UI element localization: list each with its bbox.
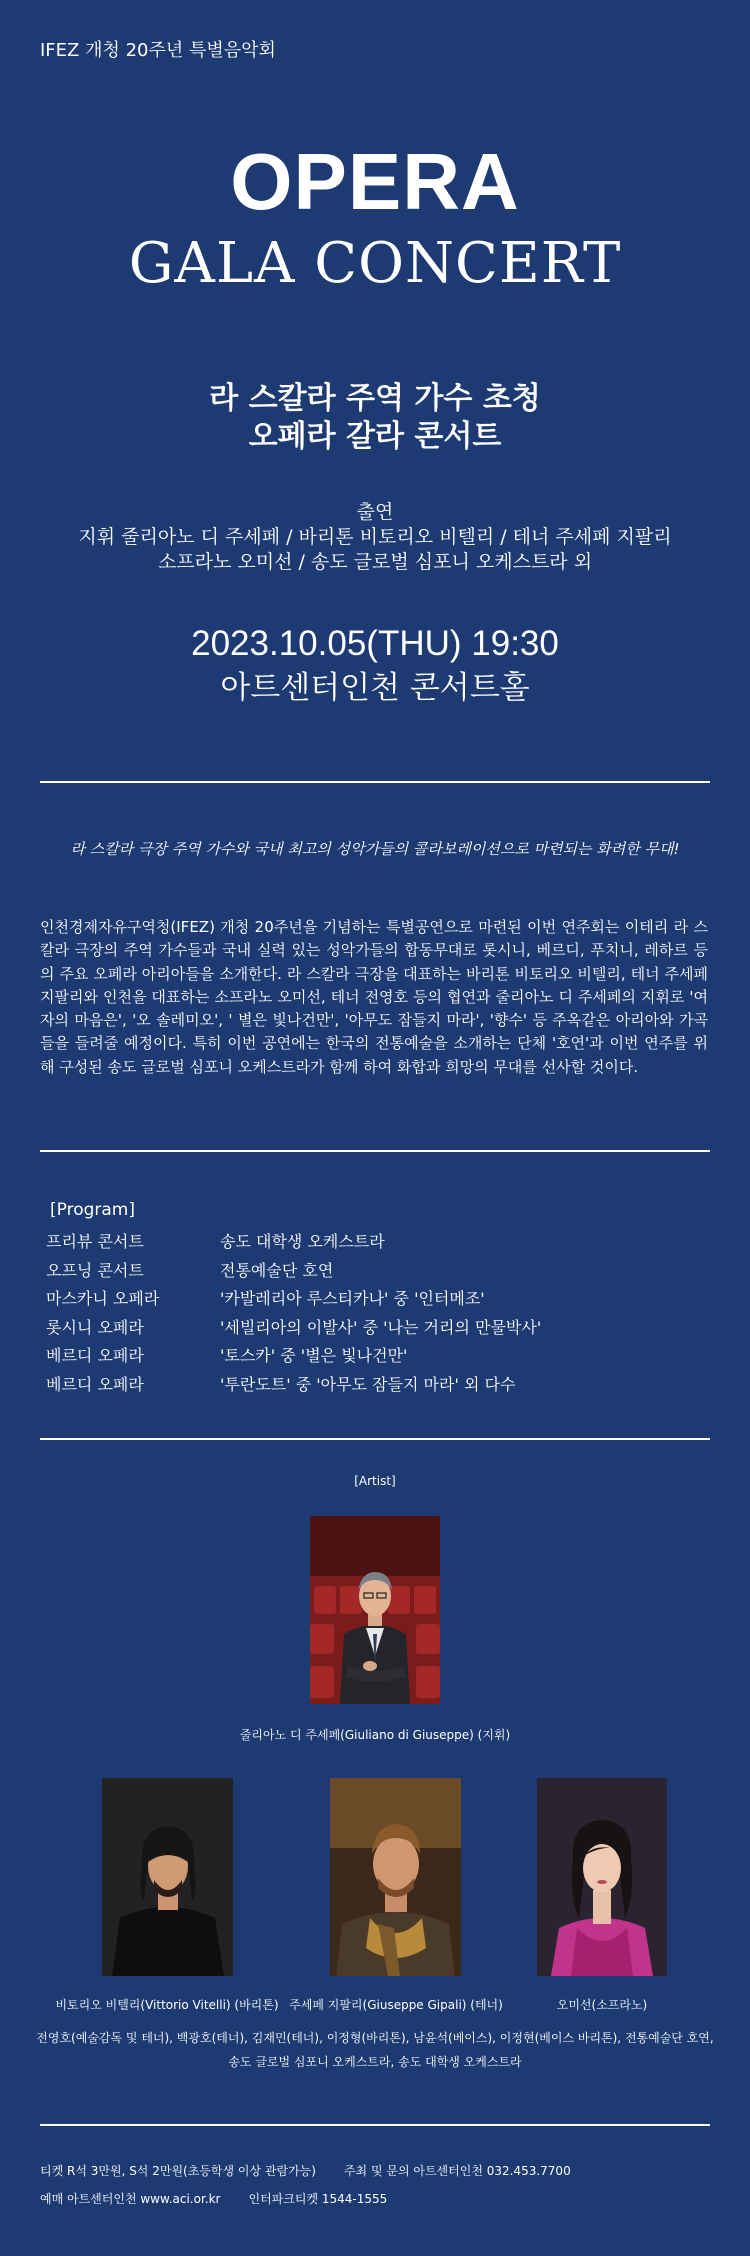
program-item-detail: '세빌리아의 이발사' 중 '나는 거리의 만물박사'	[220, 1317, 542, 1337]
cast-heading: 출연	[356, 501, 394, 523]
program-row	[46, 1342, 666, 1371]
booking-info[interactable]: 예매 아트센터인천 www.aci.or.kr	[40, 2192, 221, 2206]
program-item-detail: '카발레리아 루스티카나' 중 '인터메조'	[220, 1289, 485, 1308]
title-gala-concert: GALA CONCERT	[128, 231, 622, 296]
program-item-name: 마스카니 오페라	[46, 1289, 160, 1308]
program-item-name: 프리뷰 콘서트	[46, 1232, 144, 1251]
footer-line-1	[40, 2162, 571, 2179]
program-row	[46, 1371, 666, 1400]
event-line: IFEZ 개청 20주년 특별음악회	[40, 40, 276, 61]
concert-venue: 아트센터인천 콘서트홀	[220, 670, 530, 706]
credits-block	[0, 2026, 750, 2074]
conductor-photo	[310, 1516, 440, 1704]
program-item-name: 롯시니 오페라	[46, 1317, 144, 1337]
contact-info: 주최 및 문의 아트센터인천 032.453.7700	[343, 2164, 571, 2178]
interpark-info[interactable]: 인터파크티켓 1544-1555	[248, 2192, 388, 2206]
baritone-caption: 비토리오 비텔리(Vittorio Vitelli) (바리톤)	[55, 1998, 279, 2012]
soprano-portrait-image	[537, 1778, 667, 1976]
tagline: 라 스칼라 극장 주역 가수와 국내 최고의 성악가들의 콜라보레이션으로 마련되는 화려한 무대!	[70, 840, 680, 858]
program-item-detail: '토스카' 중 '별은 빛나건만'	[220, 1346, 408, 1365]
intro-paragraph: 인천경제자유구역청(IFEZ) 개청 20주년을 기념하는 특별공연으로 마련된 이번 연주회는 이테리 라 스칼라 극장의 주역 가수들과 국내 실력 있는 성악가들의 합동무대로 롯시니, 베르디, 푸치니, 레하르 등의 주요 오페라 아리아들을 소개한다. 라 스칼라 극장을 대표하는 바리톤 비토리오 비텔리, 테너 주세페 지팔리와 인천을 대표하는 소프라노 오미선, 테너 전영호 등의 협연과 줄리아노 디 주세페의 지휘로 '여자의 마음은', '오 솔레미오', ' 별은 빛나건만', '아무도 잠들지 마라', '향수' 등 주옥같은 아리아와 가곡들을 들려줄 예정이다. 특히 이번 공연에는 한국의 전통예술을 소개하는 단체 '호연'과 이번 연주를 위해 구성된 송도 글로벌 심포니 오케스트라가 함께 하여 화합과 희망의 무대를 선사할 것이다.	[40, 918, 708, 1076]
program-title: [Program]	[50, 1200, 135, 1220]
divider	[40, 2124, 710, 2126]
divider	[40, 1438, 710, 1440]
subtitle-line-1: 라 스칼라 주역 가수 초청	[209, 381, 541, 416]
credits-line-2: 송도 글로벌 심포니 오케스트라, 송도 대학생 오케스트라	[228, 2055, 522, 2069]
program-list	[46, 1228, 666, 1399]
korean-subtitle	[0, 380, 750, 456]
program-item-name: 베르디 오페라	[46, 1374, 144, 1394]
credits-line-1: 전영호(예술감독 및 테너), 백광호(테너), 김재민(테너), 이정형(바리톤), 남윤석(베이스), 이정현(베이스 바리톤), 전통예술단 호연,	[36, 2031, 714, 2045]
program-item-name: 베르디 오페라	[46, 1346, 144, 1365]
program-item-detail: 전통예술단 호연	[220, 1260, 334, 1280]
artist-title: [Artist]	[354, 1474, 396, 1488]
baritone-portrait-image	[102, 1778, 233, 1976]
conductor-portrait-image	[310, 1516, 440, 1704]
program-row	[46, 1314, 666, 1343]
cast-line-1: 지휘 줄리아노 디 주세페 / 바리톤 비토리오 비텔리 / 테너 주세페 지팔리	[78, 526, 672, 548]
footer-line-2	[40, 2190, 387, 2207]
ticket-price: 티켓 R석 3만원, S석 2만원(초등학생 이상 관람가능)	[40, 2164, 316, 2178]
program-row	[46, 1285, 666, 1314]
tenor-portrait-image	[330, 1778, 461, 1976]
divider	[40, 781, 710, 783]
program-item-detail: '투란도트' 중 '아무도 잠들지 마라' 외 다수	[220, 1374, 516, 1394]
cast-line-2: 소프라노 오미선 / 송도 글로벌 심포니 오케스트라 외	[157, 551, 593, 573]
divider	[40, 1150, 710, 1152]
program-row	[46, 1228, 666, 1257]
subtitle-line-2: 오페라 갈라 콘서트	[248, 419, 502, 454]
concert-datetime: 2023.10.05(THU) 19:30	[191, 624, 559, 663]
soprano-photo	[537, 1778, 667, 1976]
tenor-photo	[330, 1778, 461, 1976]
baritone-photo	[102, 1778, 233, 1976]
program-item-name: 오프닝 콘서트	[46, 1260, 144, 1280]
schedule-block	[0, 622, 750, 710]
title-opera: OPERA	[230, 137, 520, 226]
program-item-detail: 송도 대학생 오케스트라	[220, 1232, 385, 1251]
cast-block	[0, 500, 750, 575]
conductor-caption: 줄리아노 디 주세페(Giuliano di Giuseppe) (지휘)	[239, 1728, 511, 1742]
program-row	[46, 1257, 666, 1286]
soprano-caption: 오미선(소프라노)	[556, 1998, 648, 2012]
tenor-caption: 주세페 지팔리(Giuseppe Gipali) (테너)	[289, 1998, 503, 2012]
